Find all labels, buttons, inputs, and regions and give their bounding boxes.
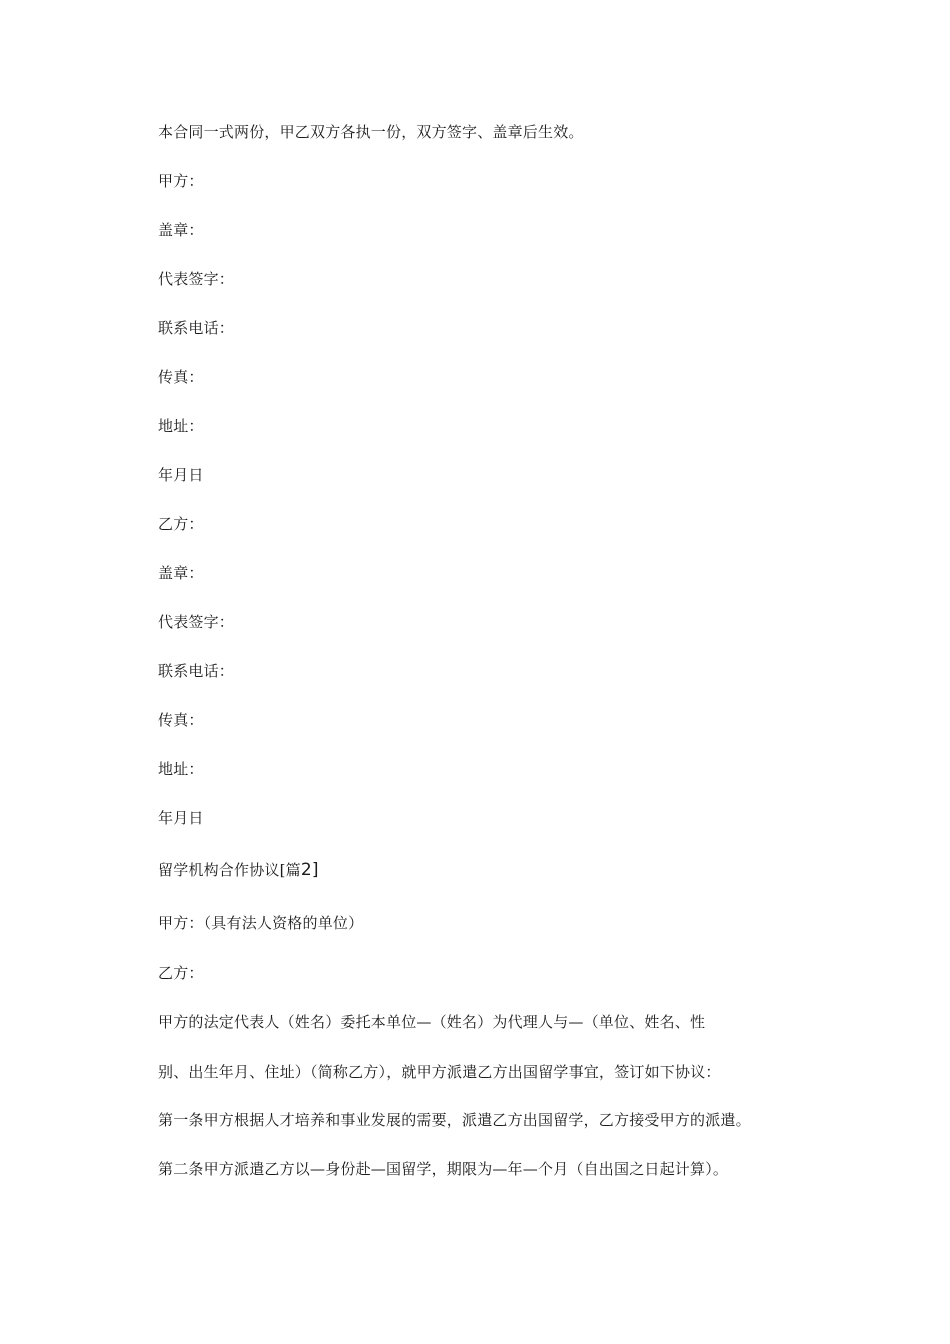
- party-a-phone: 联系电话：: [158, 319, 235, 337]
- party-b-phone: 联系电话：: [158, 662, 235, 680]
- preamble-line-2: 别、出生年月、住址）（简称乙方），就甲方派遣乙方出国留学事宜，签订如下协议：: [158, 1063, 721, 1081]
- preamble-line-1: 甲方的法定代表人（姓名）委托本单位—（姓名）为代理人与—（单位、姓名、性: [158, 1013, 706, 1031]
- party-a-address: 地址：: [158, 417, 204, 435]
- party-b-rep-signature: 代表签字：: [158, 613, 235, 631]
- party-b-fax: 传真：: [158, 711, 204, 729]
- article-2: 第二条甲方派遣乙方以—身份赴—国留学，期限为—年—个月（自出国之日起计算）。: [158, 1160, 729, 1178]
- party-b-date: 年月日: [158, 809, 204, 827]
- party-a-date: 年月日: [158, 466, 204, 484]
- section-heading: [158, 860, 319, 880]
- party-b-address: 地址：: [158, 760, 204, 778]
- party-a-rep-signature: 代表签字：: [158, 270, 235, 288]
- agreement-party-a: 甲方：（具有法人资格的单位）: [158, 914, 364, 932]
- party-a-seal: 盖章：: [158, 221, 204, 239]
- clause-copies: 本合同一式两份，甲乙双方各执一份，双方签字、盖章后生效。: [158, 123, 584, 141]
- section-heading-text: 留学机构合作协议[篇: [158, 861, 301, 879]
- section-heading-number: 2]: [300, 860, 319, 880]
- party-a-fax: 传真：: [158, 368, 204, 386]
- party-b-seal: 盖章：: [158, 564, 204, 582]
- article-1: 第一条甲方根据人才培养和事业发展的需要，派遣乙方出国留学，乙方接受甲方的派遣。: [158, 1111, 751, 1129]
- party-b-label: 乙方：: [158, 515, 204, 533]
- agreement-party-b: 乙方：: [158, 964, 204, 982]
- party-a-label: 甲方：: [158, 172, 204, 190]
